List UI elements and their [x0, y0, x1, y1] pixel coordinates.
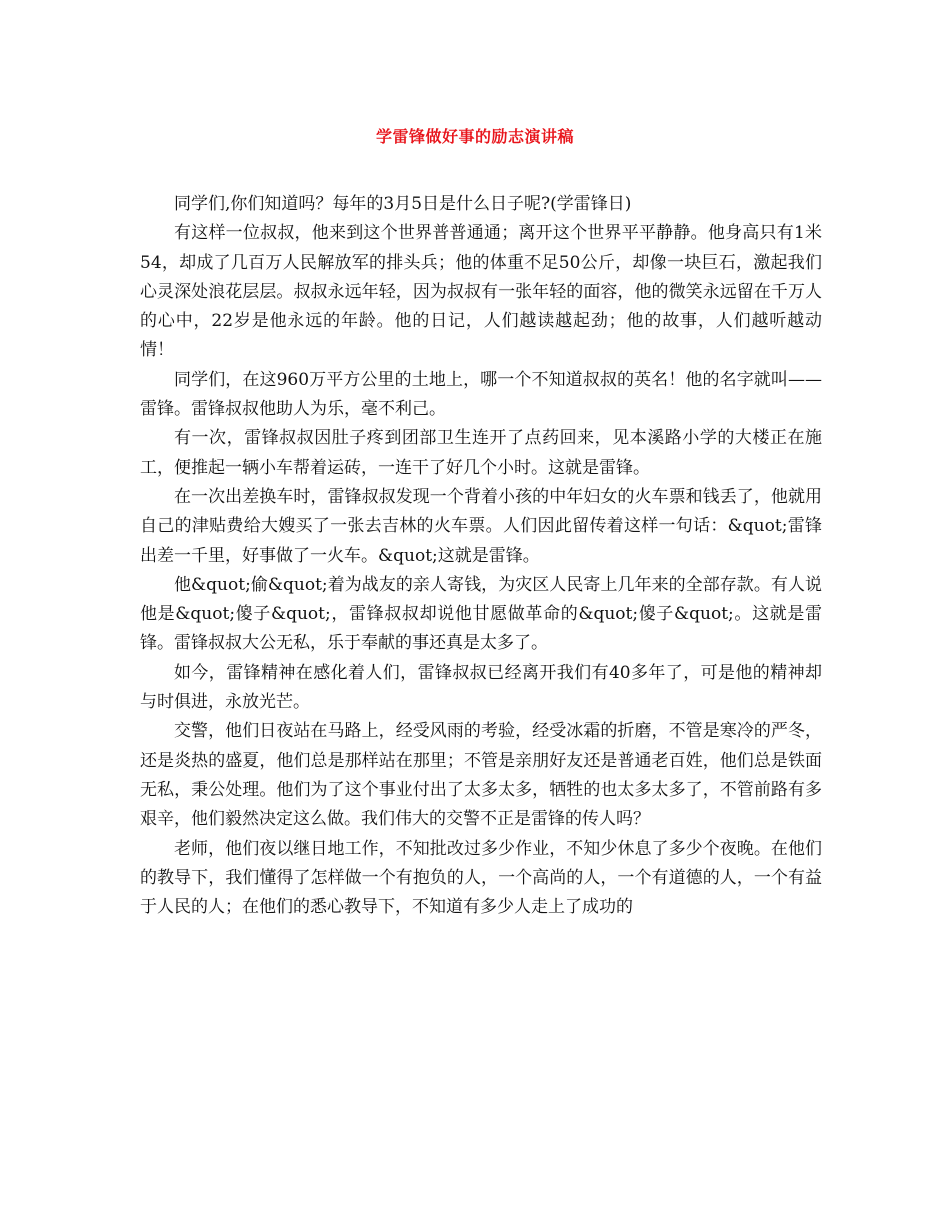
paragraph: 有这样一位叔叔，他来到这个世界普普通通；离开这个世界平平静静。他身高只有1米54，却成了几百万人民解放军的排头兵；他的体重不足50公斤，却像一块巨石，激起我们心灵深处浪花层层。叔叔永远年轻，因为叔叔有一张年轻的面容，他的微笑永远留在千万人的心中，22岁是他永远的年龄。他的日记，人们越读越起劲；他的故事，人们越听越动情！	[140, 223, 822, 361]
paragraph: 同学们，在这960万平方公里的土地上，哪一个不知道叔叔的英名！他的名字就叫——雷锋。雷锋叔叔他助人为乐，毫不利己。	[140, 369, 822, 420]
document-body	[140, 190, 822, 922]
paragraph: 交警，他们日夜站在马路上，经受风雨的考验，经受冰霜的折磨，不管是寒冷的严冬，还是炎热的盛夏，他们总是那样站在那里；不管是亲朋好友还是普通老百姓，他们总是铁面无私，秉公处理。他们为了这个事业付出了太多太多，牺牲的也太多太多了，不管前路有多艰辛，他们毅然决定这么做。我们伟大的交警不正是雷锋的传人吗？	[140, 721, 822, 830]
paragraph: 如今，雷锋精神在感化着人们，雷锋叔叔已经离开我们有40多年了，可是他的精神却与时俱进，永放光芒。	[140, 662, 822, 713]
paragraph: 老师，他们夜以继日地工作，不知批改过多少作业，不知少休息了多少个夜晚。在他们的教导下，我们懂得了怎样做一个有抱负的人，一个高尚的人，一个有道德的人，一个有益于人民的人；在他们的悉心教导下，不知道有多少人走上了成功的	[140, 838, 822, 918]
paragraph: 同学们,你们知道吗？每年的3月5日是什么日子呢?(学雷锋日)	[174, 194, 632, 214]
document-title: 学雷锋做好事的励志演讲稿	[375, 127, 574, 146]
paragraph: 在一次出差换车时，雷锋叔叔发现一个背着小孩的中年妇女的火车票和钱丢了，他就用自己的津贴费给大嫂买了一张去吉林的火车票。人们因此留传着这样一句话：&quot;雷锋出差一千里，好事做了一火车。&quot;这就是雷锋。	[140, 486, 822, 566]
paragraph: 有一次，雷锋叔叔因肚子疼到团部卫生连开了点药回来，见本溪路小学的大楼正在施工，便推起一辆小车帮着运砖，一连干了好几个小时。这就是雷锋。	[140, 428, 822, 478]
paragraph: 他&quot;偷&quot;着为战友的亲人寄钱，为灾区人民寄上几年来的全部存款。有人说他是&quot;傻子&quot;，雷锋叔叔却说他甘愿做革命的&quot;傻子&quot;。这就是雷锋。雷锋叔叔大公无私，乐于奉献的事还真是太多了。	[140, 574, 822, 654]
